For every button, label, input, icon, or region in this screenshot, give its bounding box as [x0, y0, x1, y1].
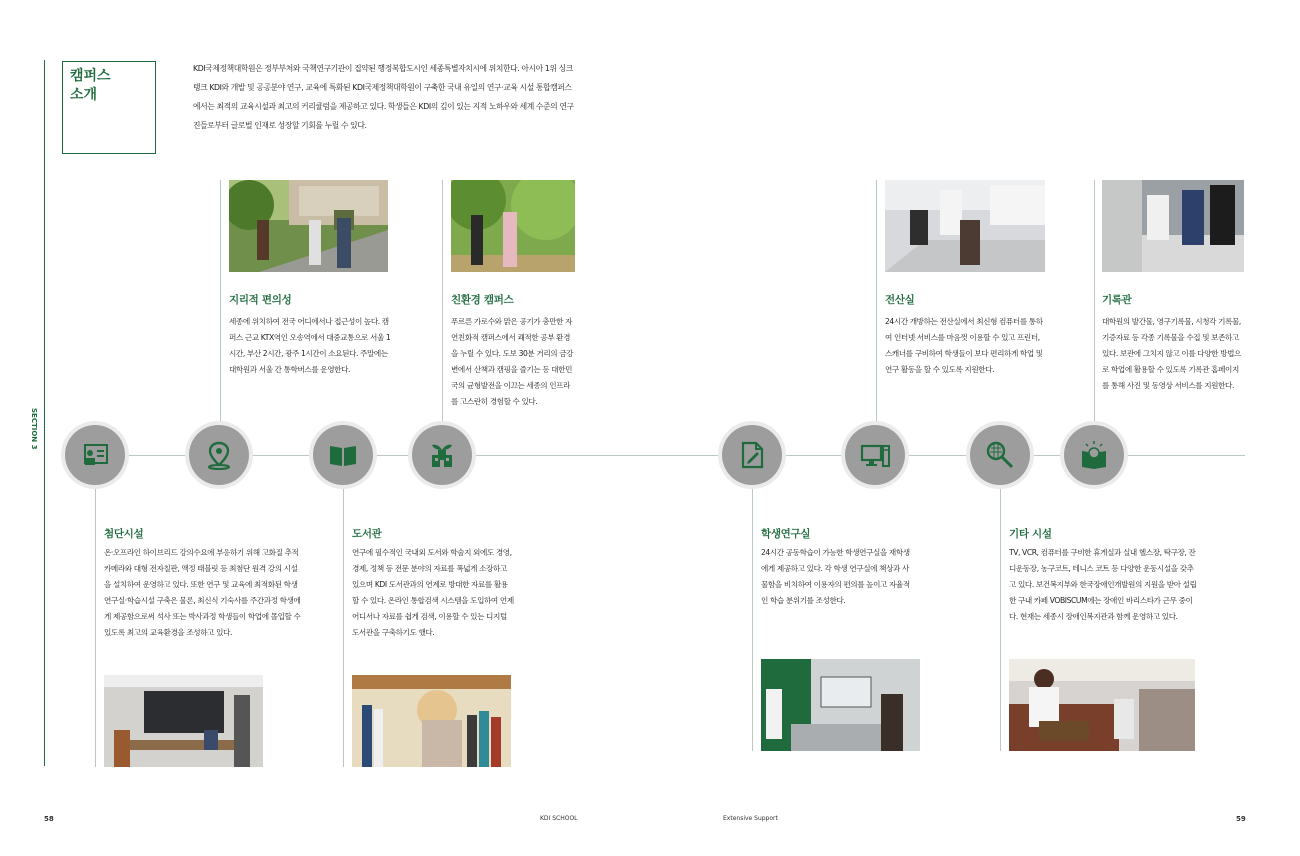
photo-campus-street: [229, 180, 388, 272]
text-other: TV, VCR, 컴퓨터를 구비한 휴게실과 실내 헬스장, 탁구장, 잔디운동장, 농구코트, 테니스 코트 등 다양한 운동시설을 갖추고 있다. 보건복지부와 한국장애인개발원의 지원을 받아 설립한 구내 카페 VOBISCUM에는 장애인 바리스타가 근무 중이다. 현재는 세종시 장애인복지관과 함께 운영하고 있다.: [1009, 548, 1197, 621]
intro-paragraph: KDI국제정책대학원은 정부부처와 국책연구기관이 집약된 행정복합도시인 세종특별자치시에 위치한다. 아시아 1위 싱크탱크 KDI와 개발 및 공공분야 연구, 교육에 특화된 KDI국제정책대학원이 구축한 국내 유일의 연구·교육 시설 통합캠퍼스에서는 최적의 교육시설과 최고의 커리큘럼을 제공하고 있다. 학생들은 KDI의 깊이 있는 지적 노하우와 세계 수준의 연구진들로부터 글로벌 인재로 성장할 기회를 누릴 수 있다.: [193, 64, 574, 130]
open-book-icon: [313, 425, 373, 485]
heading-computer: 전산실: [885, 294, 915, 306]
left-rule: [44, 60, 45, 766]
photo-lounge: [1009, 659, 1195, 751]
text-archive: 대학원의 발간물, 영구기록물, 시청각 기록물, 기증자료 등 각종 기록물을 수집 및 보존하고 있다. 보관에 그치지 않고 이를 다양한 방법으로 학업에 활용할 수 있도록 기록관 홈페이지를 통해 사진 및 동영상 서비스를 지원한다.: [1102, 317, 1241, 390]
section-label: SECTION 3: [30, 408, 38, 450]
heading-eco: 친환경 캠퍼스: [451, 294, 514, 306]
intro-title-line2: 소개: [70, 87, 98, 103]
computer-icon: [845, 425, 905, 485]
connector: [1094, 180, 1095, 425]
connector: [95, 485, 96, 767]
heading-facilities: 첨단시설: [104, 528, 144, 540]
text-facilities: 온·오프라인 하이브리드 강의수요에 부응하기 위해 고화질 추적카메라와 대형 전자칠판, 액정 태블릿 등 최첨단 원격 강의 시설을 설치하여 운영하고 있다. 또한 연구 및 교육에 최적화된 학생연구실·학습시설 구축은 물론, 최신식 기숙사를 주간과정 학생에게 제공함으로써 석사 또는 박사과정 학생들이 학업에 몰입할 수 있도록 최고의 교육환경을 조성하고 있다.: [104, 548, 301, 637]
heading-other: 기타 시설: [1009, 528, 1052, 540]
text-student-lab: 24시간 공동학습이 가능한 학생연구실을 재학생에게 제공하고 있다. 각 학생 연구실에 책상과 사물함을 비치하여 이용자의 편의를 높이고 자율적인 학습 분위기를 조성한다.: [761, 548, 910, 605]
location-pin-icon: [189, 425, 249, 485]
connector: [343, 485, 344, 767]
archive-bulb-icon: [1064, 425, 1124, 485]
eco-building-icon: [412, 425, 472, 485]
page-number-left: 58: [44, 815, 54, 823]
photo-computer-lab: [885, 180, 1045, 272]
presentation-icon: [65, 425, 125, 485]
page-number-right: 59: [1236, 815, 1246, 823]
connector: [876, 180, 877, 425]
heading-student-lab: 학생연구실: [761, 528, 811, 540]
photo-archive: [1102, 180, 1244, 272]
footer-center-left: KDI SCHOOL: [540, 815, 578, 822]
heading-archive: 기록관: [1102, 294, 1132, 306]
photo-eco-campus: [451, 180, 575, 272]
connector: [1000, 485, 1001, 751]
footer-center-right: Extensive Support: [723, 815, 778, 822]
photo-library: [352, 675, 511, 767]
text-library: 연구에 필수적인 국내외 도서와 학술지 외에도 경영, 경제, 정책 등 전문 분야의 자료를 폭넓게 소장하고 있으며 KDI 도서관과의 연계로 방대한 자료를 활용할 수 있다. 온라인 통합검색 시스템을 도입하여 언제 어디서나 자료를 쉽게 검색, 이용할 수 있는 디지털 도서관을 구축하기도 했다.: [352, 548, 514, 637]
connector: [752, 485, 753, 751]
heading-geography: 지리적 편의성: [229, 294, 292, 306]
heading-library: 도서관: [352, 528, 382, 540]
connector: [442, 180, 443, 425]
intro-title-box: [62, 61, 156, 154]
connector: [220, 180, 221, 425]
document-pen-icon: [722, 425, 782, 485]
text-geography: 세종에 위치하여 전국 어디에서나 접근성이 높다. 캠퍼스 근교 KTX역인 오송역에서 대중교통으로 서울 1시간, 부산 2시간, 광주 1시간이 소요된다. 주말에는 대학원과 서울 간 통학버스를 운영한다.: [229, 317, 391, 374]
intro-title-line1: 캠퍼스: [70, 68, 111, 84]
photo-study-room: [761, 659, 920, 751]
photo-classroom: [104, 675, 263, 767]
text-eco: 푸르른 가로수와 맑은 공기가 충만한 자연친화적 캠퍼스에서 쾌적한 공부 환경을 누릴 수 있다. 도보 30분 거리의 금강변에서 산책과 캠핑을 즐기는 등 대한민국의 균형발전을 이끄는 세종의 인프라를 고스란히 경험할 수 있다.: [451, 317, 574, 406]
text-computer: 24시간 개방하는 전산실에서 최신형 컴퓨터를 통하여 인터넷 서비스를 마음껏 이용할 수 있고 프린터, 스캐너를 구비하여 학생들이 보다 편리하게 학업 및 연구 활동을 할 수 있도록 지원한다.: [885, 317, 1043, 374]
tennis-racket-icon: [970, 425, 1030, 485]
